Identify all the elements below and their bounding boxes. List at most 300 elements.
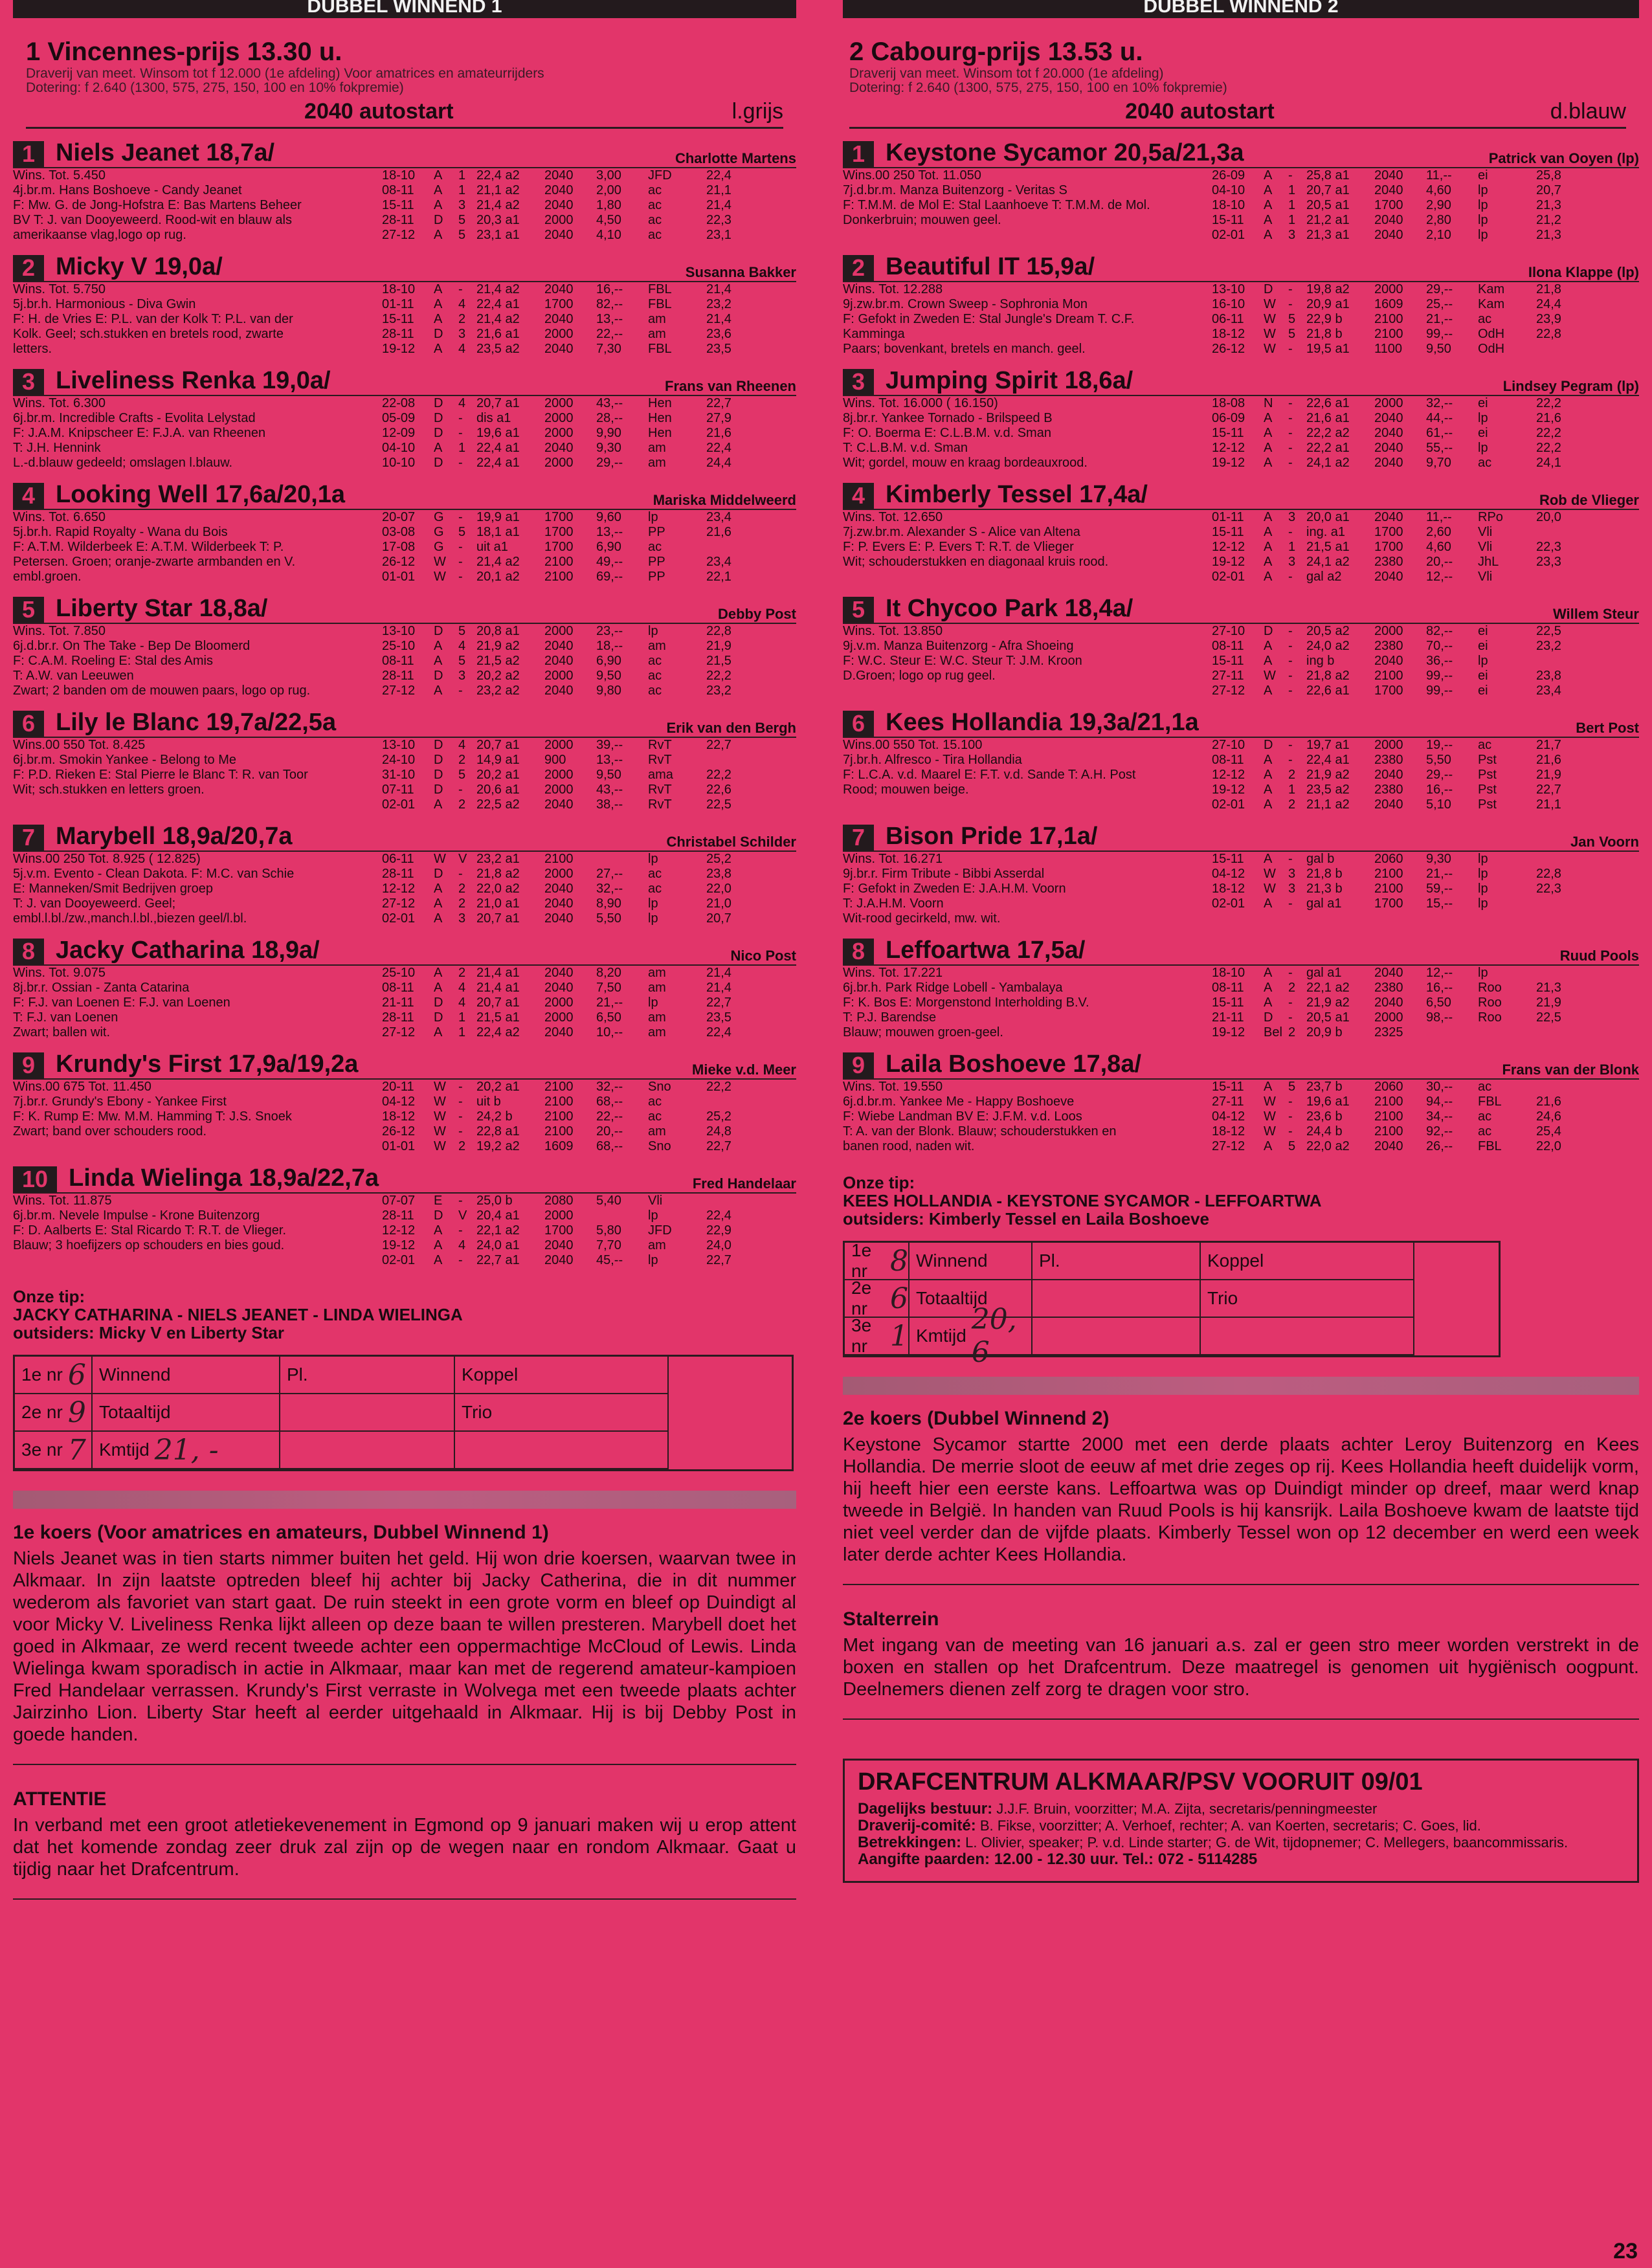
horse-driver: Ruud Pools (1559, 948, 1639, 964)
result-cell: ac (648, 198, 662, 212)
result-cell: 24,2 b (476, 1109, 513, 1124)
result-cell: A (434, 183, 443, 197)
footer-title: DRAFCENTRUM ALKMAAR/PSV VOORUIT 09/01 (858, 1768, 1423, 1796)
result-cell: - (458, 411, 463, 425)
horse-info (13, 1080, 382, 1154)
result-cell: 5 (458, 624, 466, 638)
result-cell: 22,4 a2 (476, 168, 520, 183)
result-cell: A (434, 282, 443, 296)
result-cell: 22,8 a1 (476, 1124, 520, 1139)
horse-entry (843, 139, 1639, 243)
horse-header (843, 253, 1639, 282)
result-cell: 21,5 a1 (1306, 540, 1350, 554)
result-cell: 2 (458, 896, 466, 911)
horse-driver: Debby Post (717, 606, 796, 622)
result-cell: 2100 (1374, 882, 1403, 896)
result-row (1212, 882, 1639, 896)
horse-entry (13, 1164, 796, 1268)
horse-info-line: Wins. Tot. 16.000 ( 16.150) (843, 396, 998, 410)
horse-entry (843, 823, 1639, 926)
result-cell: 14,9 a1 (476, 753, 520, 767)
horse-results (382, 168, 796, 243)
result-cell: lp (648, 852, 658, 866)
result-cell: 2000 (1374, 1010, 1403, 1025)
horse-driver: Mieke v.d. Meer (692, 1062, 796, 1078)
horse-header (13, 1164, 796, 1194)
result-cell: 27-11 (1212, 1095, 1244, 1109)
result-cell: RvT (648, 783, 672, 797)
result-cell: 15-11 (1212, 426, 1244, 440)
result-cell: E (434, 1194, 443, 1208)
result-cell: 15-11 (1212, 213, 1244, 227)
result-cell: 2000 (544, 738, 574, 752)
result-cell: 19-12 (382, 342, 416, 356)
result-cell: RvT (648, 797, 672, 812)
ticket-label-koppel: Koppel (1201, 1243, 1414, 1280)
result-cell: 22,4 (706, 441, 731, 455)
result-cell: 3 (1288, 867, 1296, 881)
race-meta (849, 99, 1626, 129)
result-cell: 4 (458, 981, 466, 995)
handwritten-time: 20, 6 (971, 1303, 1017, 1369)
horse-driver: Susanna Bakker (685, 264, 796, 280)
horse-entry (13, 1051, 796, 1154)
result-cell: D (1264, 738, 1273, 752)
race-title: 2 Cabourg-prijs 13.53 u. (849, 38, 1143, 66)
horse-entry (13, 937, 796, 1040)
result-cell: N (1264, 396, 1273, 410)
result-cell: 5,10 (1426, 797, 1451, 812)
result-cell: 23,5 (706, 342, 731, 356)
result-cell: 1 (1288, 183, 1296, 197)
result-cell: 4 (458, 297, 466, 311)
result-cell: 99,-- (1426, 327, 1453, 341)
result-cell: 22,4 a2 (476, 1025, 520, 1040)
result-cell: ing. a1 (1306, 525, 1346, 539)
result-cell: - (458, 684, 463, 698)
result-cell: 22,3 (706, 213, 731, 227)
result-cell: A (1264, 852, 1273, 866)
result-cell: 2000 (544, 456, 574, 470)
stalterrein-text: Met ingang van de meeting van 16 januari a.s. zal er geen stro meer worden verstrekt in de boxen en stallen op het Drafcentrum. Deze maatregel is genomen uit hygiënisch oogpunt. Deelnemers dienen zelf zorg te dragen voor stro. (843, 1635, 1639, 1700)
result-row (1212, 639, 1639, 654)
result-row (1212, 654, 1639, 669)
result-cell (1536, 852, 1581, 867)
result-cell: V (458, 1208, 467, 1223)
result-cell: A (434, 312, 443, 326)
result-cell: 24,1 a2 (1306, 456, 1350, 470)
result-cell: 21,8 b (1306, 867, 1343, 881)
result-cell: PP (648, 555, 665, 569)
result-row (1212, 684, 1639, 698)
horse-driver: Jan Voorn (1570, 834, 1639, 850)
result-row (382, 312, 796, 327)
result-cell: 25,4 (1536, 1124, 1561, 1139)
result-cell: Sno (648, 1080, 671, 1094)
result-cell: 27,9 (706, 411, 731, 425)
result-cell: Hen (648, 411, 672, 425)
result-cell: 2040 (544, 441, 574, 455)
result-cell: A (434, 684, 443, 698)
horse-results (1212, 168, 1639, 243)
result-cell: gal a1 (1306, 896, 1342, 911)
result-cell: 70,-- (1426, 639, 1453, 653)
result-row (382, 228, 796, 243)
result-cell: Pst (1478, 768, 1497, 782)
horse-body (13, 1194, 796, 1268)
result-cell: 20,7 a1 (476, 738, 520, 752)
result-cell: 20,2 a1 (476, 1080, 520, 1094)
right-column (830, 0, 1652, 1883)
result-cell: 22,4 (706, 168, 731, 183)
result-cell: 27,-- (596, 867, 623, 881)
result-cell: lp (648, 911, 658, 926)
result-cell: D (434, 768, 443, 782)
horse-info-line: F: W.C. Steur E: W.C. Steur T: J.M. Kroon (843, 654, 1082, 668)
result-cell: 12-12 (1212, 441, 1245, 455)
result-cell: 18-10 (1212, 198, 1245, 212)
result-cell: 2000 (544, 624, 574, 638)
result-row (382, 797, 796, 812)
horse-header (843, 139, 1639, 168)
horse-info-line: Wins. Tot. 13.850 (843, 624, 943, 638)
horse-info-line: Paars; bovenkant, bretels en manch. geel. (843, 342, 1086, 356)
result-cell: 19,8 a2 (1306, 282, 1350, 296)
result-cell: 94,-- (1426, 1095, 1453, 1109)
result-row (1212, 456, 1639, 471)
result-cell: - (458, 1109, 463, 1124)
horse-info-line: 4j.br.m. Hans Boshoeve - Candy Jeanet (13, 183, 242, 197)
result-cell: - (1288, 669, 1293, 683)
result-cell: 22,9 b (1306, 312, 1343, 326)
horse-driver: Bert Post (1576, 720, 1639, 736)
result-cell: 5 (1288, 327, 1296, 341)
horse-name: Kimberly Tessel 17,4a/ (886, 481, 1148, 508)
horse-results (1212, 1080, 1639, 1154)
result-cell: 2040 (544, 183, 574, 197)
result-cell: - (458, 540, 463, 554)
result-cell: 23,1 a1 (476, 228, 520, 242)
horse-driver: Lindsey Pegram (lp) (1502, 378, 1639, 394)
horse-number: 1 (843, 141, 874, 167)
result-cell: 2040 (544, 312, 574, 326)
horse-info (13, 966, 382, 1040)
result-row (1212, 510, 1639, 525)
result-cell: 55,-- (1426, 441, 1453, 455)
result-cell: 6,50 (596, 1010, 621, 1025)
result-cell: 21,4 (706, 312, 731, 326)
result-cell: 1 (1288, 783, 1296, 797)
result-cell: 21,4 a2 (476, 555, 520, 569)
horse-info-line: T: J.H. Hennink (13, 441, 101, 455)
horse-number: 5 (13, 597, 44, 623)
result-cell: 32,-- (1426, 396, 1453, 410)
result-cell: 2,10 (1426, 228, 1451, 242)
result-cell: W (1264, 1109, 1276, 1124)
result-cell: ac (1478, 456, 1492, 470)
race-start-type: 2040 autostart (304, 99, 454, 124)
horse-name: Beautiful IT 15,9a/ (886, 253, 1095, 280)
result-cell: D (434, 456, 443, 470)
result-cell: 22,0 a2 (1306, 1139, 1350, 1153)
result-cell: 2040 (544, 1025, 574, 1040)
result-row (1212, 966, 1639, 981)
result-cell: 2040 (1374, 510, 1403, 524)
horse-body (843, 1080, 1639, 1154)
result-cell: D (1264, 624, 1273, 638)
ticket-row-label: 2e nr 9 (15, 1394, 93, 1432)
result-row (382, 570, 796, 584)
result-row (382, 1253, 796, 1268)
tip-block (843, 1173, 1639, 1228)
horse-info-line: Wins. Tot. 16.271 (843, 852, 943, 866)
result-cell: lp (1478, 882, 1488, 896)
result-cell: 2040 (1374, 654, 1403, 668)
result-cell: A (434, 297, 443, 311)
result-cell: 04-10 (382, 441, 416, 455)
result-cell: 06-11 (1212, 312, 1244, 326)
result-cell: D (434, 411, 443, 425)
result-cell: 2100 (544, 1124, 574, 1139)
result-cell: 1 (458, 168, 466, 183)
result-cell: 2 (458, 1139, 466, 1153)
horse-body (13, 624, 796, 698)
result-cell: 29,-- (596, 456, 623, 470)
result-row (1212, 342, 1639, 357)
horse-header (13, 253, 796, 282)
horse-info (13, 510, 382, 584)
horse-info-line: F: Wiebe Landman BV E: J.F.M. v.d. Loos (843, 1109, 1082, 1124)
result-cell: W (434, 570, 446, 584)
result-cell: 2040 (1374, 797, 1403, 812)
horse-info-line: Zwart; 2 banden om de mouwen paars, logo op rug. (13, 684, 311, 698)
result-cell: 19,9 a1 (476, 510, 520, 524)
result-cell: OdH (1478, 327, 1505, 341)
horse-info-line: F: Gefokt in Zweden E: Stal Jungle's Dream T. C.F. (843, 312, 1135, 326)
horse-info-line: amerikaanse vlag,logo op rug. (13, 228, 186, 242)
result-cell: 21,9 a2 (1306, 768, 1350, 782)
stalterrein-title: Stalterrein (843, 1608, 939, 1630)
horse-body (13, 168, 796, 243)
result-cell: ei (1478, 669, 1488, 683)
result-cell: - (458, 456, 463, 470)
result-cell: 21,3 (1536, 981, 1561, 995)
result-cell: 05-09 (382, 411, 416, 425)
result-cell: 28-11 (382, 213, 414, 227)
result-cell: 04-12 (1212, 1109, 1245, 1124)
race-conditions: Draverij van meet. Winsom tot f 12.000 (1e afdeling) Voor amatrices en amateurrijders (26, 66, 544, 81)
result-cell: - (1288, 753, 1293, 767)
result-cell: W (434, 555, 446, 569)
result-cell: 2040 (1374, 966, 1403, 980)
tip-label: Onze tip: (13, 1287, 85, 1306)
result-cell: 07-11 (382, 783, 414, 797)
result-cell: 23,7 b (1306, 1080, 1343, 1094)
result-cell: Vli (1478, 540, 1493, 554)
horse-driver: Patrick van Ooyen (lp) (1488, 150, 1639, 166)
result-cell: 1700 (544, 540, 574, 554)
result-cell: JFD (648, 168, 672, 183)
result-cell: 21,0 a1 (476, 896, 520, 911)
result-cell: 10,-- (596, 1025, 623, 1040)
result-cell: 1700 (1374, 525, 1403, 539)
result-cell: 19,-- (1426, 738, 1453, 752)
result-cell: 20,3 a1 (476, 213, 520, 227)
horse-info-line: T: P.J. Barendse (843, 1010, 937, 1025)
horse-name: Marybell 18,9a/20,7a (56, 823, 293, 850)
horse-number: 4 (13, 483, 44, 509)
result-cell: 1 (1288, 213, 1296, 227)
result-cell: ac (1478, 312, 1492, 326)
result-cell: 21,6 (1536, 411, 1561, 425)
result-cell: 43,-- (596, 396, 623, 410)
result-cell: - (1288, 1109, 1293, 1124)
result-cell: - (458, 1223, 463, 1238)
horse-driver: Christabel Schilder (666, 834, 796, 850)
result-cell: 21,6 (1536, 753, 1561, 767)
result-cell: am (648, 966, 666, 980)
result-cell: 4,10 (596, 228, 621, 242)
result-cell: ac (1478, 1124, 1492, 1139)
result-cell: ac (648, 867, 662, 881)
result-cell: uit a1 (476, 540, 508, 554)
result-cell: 25,0 b (476, 1194, 513, 1208)
result-cell: 21,1 (1536, 797, 1561, 812)
horse-header (843, 937, 1639, 966)
horse-number: 1 (13, 141, 44, 167)
result-cell: ei (1478, 426, 1488, 440)
horse-name: Keystone Sycamor 20,5a/21,3a (886, 139, 1244, 166)
horse-header (13, 367, 796, 396)
result-cell: 01-01 (382, 570, 416, 584)
result-cell: A (1264, 198, 1273, 212)
result-cell: 2060 (1374, 1080, 1403, 1094)
result-cell: 22,7 (706, 995, 731, 1010)
result-cell: - (1288, 639, 1293, 653)
result-cell: 2040 (544, 639, 574, 653)
result-cell (1536, 1080, 1581, 1095)
result-cell: W (1264, 297, 1276, 311)
race-color: d.blauw (1550, 99, 1626, 124)
result-cell: 16,-- (1426, 783, 1453, 797)
horse-number: 6 (13, 711, 44, 737)
result-cell: lp (1478, 411, 1488, 425)
result-row (382, 1208, 796, 1223)
result-cell: 21,6 a1 (476, 327, 520, 341)
horse-info (843, 1080, 1212, 1154)
result-cell: 19-12 (1212, 783, 1245, 797)
result-cell: 19-12 (382, 1238, 416, 1252)
result-cell: 27-10 (1212, 738, 1245, 752)
result-cell: - (1288, 411, 1293, 425)
result-cell: D (434, 995, 443, 1010)
result-cell: 22,4 (706, 1208, 731, 1223)
result-cell (706, 753, 752, 768)
result-cell: lp (648, 624, 658, 638)
divider (13, 1764, 796, 1765)
result-cell: ac (648, 1095, 662, 1109)
result-cell: 4 (458, 342, 466, 356)
result-cell: ac (648, 684, 662, 698)
result-cell: Hen (648, 426, 672, 440)
result-cell: 21,1 (706, 183, 731, 197)
result-cell: 2040 (544, 282, 574, 296)
result-cell: 23,2 (706, 297, 731, 311)
attentie-title: ATTENTIE (13, 1788, 107, 1810)
result-cell: 10-10 (382, 456, 416, 470)
result-cell: 24,1 a2 (1306, 555, 1350, 569)
result-row (1212, 797, 1639, 812)
result-cell: 2000 (544, 783, 574, 797)
result-cell: 5 (458, 525, 466, 539)
handwritten-number: 7 (67, 1433, 86, 1467)
result-row (382, 1010, 796, 1025)
horse-info-line: Wit; sch.stukken en letters groen. (13, 783, 205, 797)
result-cell: A (1264, 213, 1273, 227)
result-cell: 28,-- (596, 411, 623, 425)
result-cell: A (434, 896, 443, 911)
result-cell: 2380 (1374, 981, 1403, 995)
result-cell: 22,6 (706, 783, 731, 797)
result-cell: 21,3 (1536, 198, 1561, 212)
result-cell: 2 (1288, 768, 1296, 782)
result-cell: 2100 (544, 1095, 574, 1109)
horse-entry (13, 367, 796, 471)
horse-results (382, 1194, 796, 1268)
result-cell: 21,2 (1536, 213, 1561, 227)
result-row (1212, 168, 1639, 183)
result-cell: 6,90 (596, 540, 621, 554)
result-cell: G (434, 540, 444, 554)
result-cell: 12-12 (382, 1223, 416, 1238)
result-cell: 25,2 (706, 1109, 731, 1124)
horse-number: 9 (843, 1052, 874, 1078)
result-cell: 20-11 (382, 1080, 414, 1094)
result-cell: 5 (1288, 1139, 1296, 1153)
result-cell: 26,-- (1426, 1139, 1453, 1153)
result-row (382, 1109, 796, 1124)
result-row (382, 510, 796, 525)
result-row (382, 525, 796, 540)
result-cell: JhL (1478, 555, 1499, 569)
result-cell: 2040 (544, 168, 574, 183)
result-cell: 21,8 (1536, 282, 1561, 296)
result-cell: 1700 (1374, 540, 1403, 554)
result-row (382, 852, 796, 867)
result-cell: 23,-- (596, 624, 623, 638)
horse-driver: Ilona Klappe (lp) (1528, 264, 1639, 280)
result-cell: 27-12 (1212, 1139, 1245, 1153)
result-cell: 18,-- (596, 639, 623, 653)
result-cell: 21,5 (706, 654, 731, 668)
result-row (1212, 1080, 1639, 1095)
result-cell: 2000 (1374, 624, 1403, 638)
result-cell: 07-07 (382, 1194, 416, 1208)
result-row (1212, 1139, 1639, 1154)
horse-header (843, 709, 1639, 738)
horse-info-line: T: A.W. van Leeuwen (13, 669, 134, 683)
result-cell: 2380 (1374, 783, 1403, 797)
result-cell: RPo (1478, 510, 1503, 524)
result-cell: ac (648, 669, 662, 683)
result-cell: 19,5 a1 (1306, 342, 1350, 356)
result-cell: lp (1478, 183, 1488, 197)
horse-number: 7 (843, 825, 874, 850)
result-cell: 4 (458, 1238, 466, 1252)
result-cell: 9,60 (596, 510, 621, 524)
result-cell: 16-10 (1212, 297, 1245, 311)
result-cell: 13-10 (382, 624, 416, 638)
